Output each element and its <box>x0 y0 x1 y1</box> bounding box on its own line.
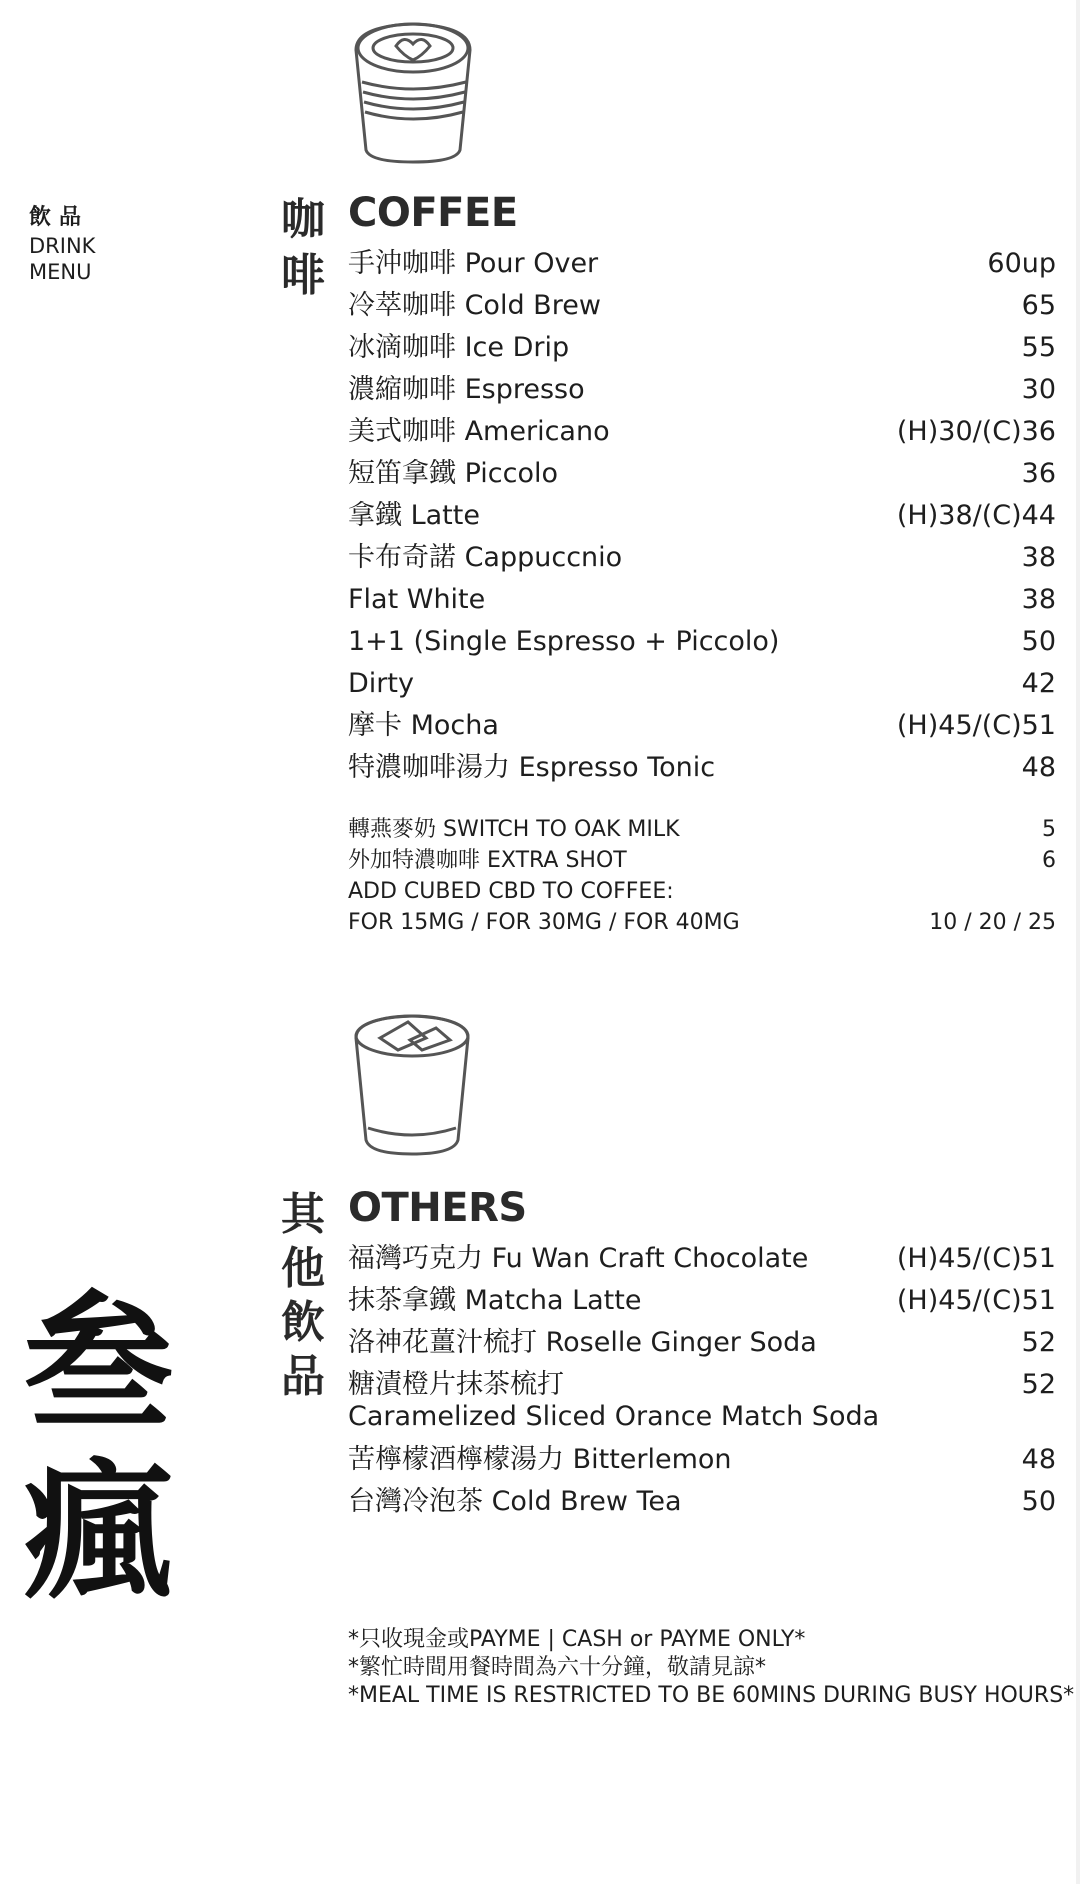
extra-price: 10 / 20 / 25 <box>929 910 1056 935</box>
item-price: (H)38/(C)44 <box>896 500 1056 531</box>
menu-item <box>348 1241 1056 1283</box>
item-price: 38 <box>1021 584 1056 615</box>
brand-logo-char: 叁 <box>22 1276 173 1452</box>
item-name: 苦檸檬酒檸檬湯力 Bitterlemon <box>348 1444 732 1475</box>
extra-name: 外加特濃咖啡 EXTRA SHOT <box>348 848 627 873</box>
menu-item <box>348 1442 1056 1484</box>
menu-item <box>348 1367 1056 1442</box>
drink-menu-label <box>29 233 95 285</box>
drink-label-zh: 飲品 <box>29 205 90 230</box>
extra-item <box>348 878 1056 940</box>
item-price: 48 <box>1021 752 1056 783</box>
page-edge <box>1076 0 1080 1884</box>
coffee-section-title: COFFEE <box>348 190 518 236</box>
item-name: 福灣巧克力 Fu Wan Craft Chocolate <box>348 1243 809 1274</box>
item-price: 65 <box>1021 290 1056 321</box>
menu-item <box>348 708 1056 750</box>
item-name: 冰滴咖啡 Ice Drip <box>348 332 570 363</box>
item-price: 30 <box>1021 374 1056 405</box>
item-price: (H)45/(C)51 <box>896 1243 1056 1274</box>
drink-label-line2: MENU <box>29 260 92 284</box>
menu-item <box>348 750 1056 792</box>
coffee-item-list <box>348 246 1056 792</box>
note-line: *只收現金或PAYME | CASH or PAYME ONLY* <box>348 1627 806 1652</box>
brand-logo-char: 瘋 <box>22 1444 173 1620</box>
menu-item <box>348 246 1056 288</box>
others-zh-char: 他 <box>281 1243 325 1294</box>
item-name: Flat White <box>348 584 486 615</box>
others-zh-char: 品 <box>281 1351 325 1402</box>
iced-glass-icon <box>350 1008 474 1158</box>
extra-name-line2: FOR 15MG / FOR 30MG / FOR 40MG <box>348 910 740 935</box>
item-name: 洛神花薑汁梳打 Roselle Ginger Soda <box>348 1327 817 1358</box>
menu-item <box>348 1325 1056 1367</box>
item-price: 48 <box>1021 1444 1056 1475</box>
item-name-line2: Caramelized Sliced Orance Match Soda <box>348 1401 880 1432</box>
item-price: (H)45/(C)51 <box>896 1285 1056 1316</box>
menu-item <box>348 288 1056 330</box>
menu-item <box>348 372 1056 414</box>
item-name: 抹茶拿鐵 Matcha Latte <box>348 1285 642 1316</box>
item-name: 冷萃咖啡 Cold Brew <box>348 290 601 321</box>
menu-item <box>348 456 1056 498</box>
item-price: 55 <box>1021 332 1056 363</box>
item-price: 50 <box>1021 1486 1056 1517</box>
item-price: (H)30/(C)36 <box>896 416 1056 447</box>
item-price: (H)45/(C)51 <box>896 710 1056 741</box>
item-name: 美式咖啡 Americano <box>348 416 610 447</box>
item-name: 台灣冷泡茶 Cold Brew Tea <box>348 1486 682 1517</box>
item-name: 手沖咖啡 Pour Over <box>348 248 599 279</box>
note-line: *MEAL TIME IS RESTRICTED TO BE 60MINS DURING BUSY HOURS* <box>348 1683 1075 1708</box>
coffee-zh-char: 咖 <box>281 194 325 245</box>
item-price: 52 <box>1021 1369 1056 1400</box>
item-name: 濃縮咖啡 Espresso <box>348 374 585 405</box>
others-zh-char: 其 <box>281 1189 325 1240</box>
coffee-extras-list <box>348 816 1056 940</box>
extra-price: 5 <box>1042 817 1056 842</box>
menu-item <box>348 1283 1056 1325</box>
coffee-zh-char: 啡 <box>281 250 325 301</box>
note-line: *繁忙時間用餐時間為六十分鐘，敬請見諒* <box>348 1655 767 1680</box>
drink-label-line1: DRINK <box>29 234 96 258</box>
menu-item <box>348 540 1056 582</box>
latte-cup-icon <box>348 10 478 168</box>
item-name: 糖漬橙片抹茶梳打 <box>348 1369 564 1400</box>
menu-item <box>348 666 1056 708</box>
menu-item <box>348 624 1056 666</box>
item-price: 52 <box>1021 1327 1056 1358</box>
item-price: 60up <box>987 248 1056 279</box>
item-name: 短笛拿鐵 Piccolo <box>348 458 559 489</box>
others-zh-char: 飲 <box>281 1297 325 1348</box>
extra-price: 6 <box>1042 848 1056 873</box>
item-name: Dirty <box>348 668 414 699</box>
coffee-vertical-zh <box>271 192 335 304</box>
menu-item <box>348 414 1056 456</box>
menu-item <box>348 582 1056 624</box>
extra-name: 轉燕麥奶 SWITCH TO OAK MILK <box>348 817 680 842</box>
brand-logo <box>12 1276 184 1620</box>
others-item-list <box>348 1241 1056 1526</box>
others-section-title: OTHERS <box>348 1185 527 1231</box>
extra-item <box>348 816 1056 847</box>
footer-notes <box>348 1626 1074 1710</box>
item-name: 特濃咖啡湯力 Espresso Tonic <box>348 752 716 783</box>
menu-item <box>348 1484 1056 1526</box>
item-price: 38 <box>1021 542 1056 573</box>
item-name: 摩卡 Mocha <box>348 710 499 741</box>
item-name: 拿鐵 Latte <box>348 500 480 531</box>
item-price: 42 <box>1021 668 1056 699</box>
item-name: 卡布奇諾 Cappuccnio <box>348 542 623 573</box>
menu-item <box>348 330 1056 372</box>
menu-item <box>348 498 1056 540</box>
item-price: 50 <box>1021 626 1056 657</box>
item-price: 36 <box>1021 458 1056 489</box>
extra-name: ADD CUBED CBD TO COFFEE: <box>348 879 674 904</box>
others-vertical-zh <box>271 1188 335 1404</box>
item-name: 1+1 (Single Espresso + Piccolo) <box>348 626 780 657</box>
extra-item <box>348 847 1056 878</box>
